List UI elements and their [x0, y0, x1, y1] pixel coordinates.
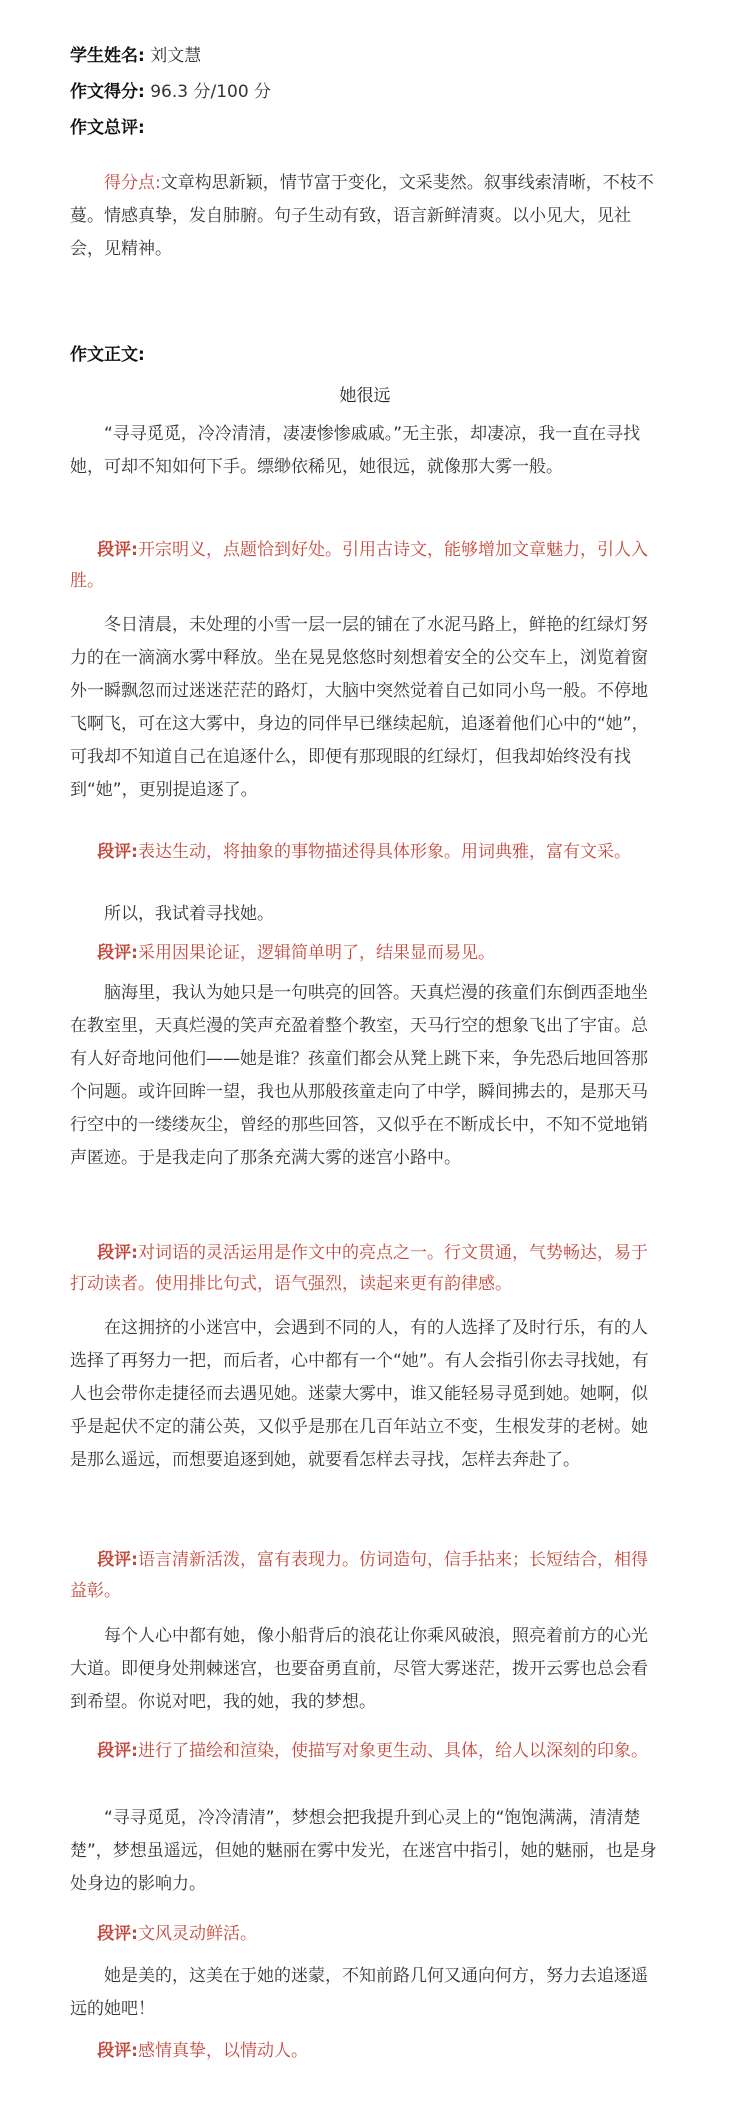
- paragraph-comment-4: [70, 1238, 660, 1300]
- essay-paragraph-1: “寻寻觅觅，冷冷清清，凄凄惨惨戚戚。”无主张，却凄凉，我一直在寻找她，可却不知如何下手。缥缈依稀见，她很远，就像那大雾一般。: [70, 424, 641, 477]
- comment-text: 开宗明义，点题恰到好处。引用古诗文，能够增加文章魅力，引人入胜。: [70, 540, 648, 591]
- comment-label: 段评:: [97, 1741, 138, 1761]
- essay-paragraph-2: 冬日清晨，未处理的小雪一层一层的铺在了水泥马路上，鲜艳的红绿灯努力的在一滴滴水雾中释放。坐在晃晃悠悠时刻想着安全的公交车上，浏览着窗外一瞬飘忽而过迷迷茫茫的路灯，大脑中突然觉着自己如同小鸟一般。不停地飞啊飞，可在这大雾中，身边的同伴早已继续起航，追逐着他们心中的“她”，可我却不知道自己在追逐什么，即便有那现眼的红绿灯，但我却始终没有找到“她”，更别提追逐了。: [70, 615, 649, 800]
- comment-text: 采用因果论证，逻辑简单明了，结果显而易见。: [138, 943, 495, 963]
- summary-text: 文章构思新颖，情节富于变化，文采斐然。叙事线索清晰，不枝不蔓。情感真挚，发自肺腑。句子生动有致，语言新鲜清爽。以小见大，见社会，见精神。: [70, 173, 654, 259]
- essay-title: 她很远: [339, 386, 391, 406]
- comment-text: 对词语的灵活运用是作文中的亮点之一。行文贯通，气势畅达，易于打动读者。使用排比句式，语气强烈，读起来更有韵律感。: [70, 1243, 648, 1294]
- comment-text: 文风灵动鲜活。: [138, 1924, 257, 1944]
- comment-label: 段评:: [97, 2041, 138, 2061]
- summary-label: 得分点:: [104, 173, 161, 193]
- essay-paragraph-7: “寻寻觅觅，冷冷清清”，梦想会把我提升到心灵上的“饱饱满满，清清楚楚”，梦想虽遥远，但她的魅丽在雾中发光，在迷宫中指引，她的魅丽，也是身处身边的影响力。: [70, 1808, 657, 1894]
- essay-paragraph-3: 所以，我试着寻找她。: [104, 904, 274, 924]
- paragraph-comment-5: [70, 1545, 660, 1607]
- essay-paragraph-6: 每个人心中都有她，像小船背后的浪花让你乘风破浪，照亮着前方的心光大道。即便身处荆棘迷宫，也要奋勇直前，尽管大雾迷茫，拨开云雾也总会看到希望。你说对吧，我的她，我的梦想。: [70, 1626, 648, 1712]
- paragraph-comment-8: [70, 2036, 660, 2067]
- score-row: [70, 80, 660, 104]
- paragraph-comment-2: [70, 837, 660, 868]
- comment-text: 表达生动，将抽象的事物描述得具体形象。用词典雅，富有文采。: [138, 842, 631, 862]
- essay-paragraph-4: 脑海里，我认为她只是一句哄亮的回答。天真烂漫的孩童们东倒西歪地坐在教室里，天真烂漫的笑声充盈着整个教室，天马行空的想象飞出了宇宙。总有人好奇地问他们——她是谁？孩童们都会从凳上跳下来，争先恐后地回答那个问题。或许回眸一望，我也从那般孩童走向了中学，瞬间拂去的，是那天马行空中的一缕缕灰尘，曾经的那些回答，又似乎在不断成长中，不知不觉地销声匿迹。于是我走向了那条充满大雾的迷宫小路中。: [70, 983, 648, 1168]
- comment-label: 段评:: [97, 842, 138, 862]
- score-label: 作文得分:: [70, 82, 145, 102]
- paragraph-comment-7: [70, 1919, 660, 1950]
- student-name-row: [70, 44, 660, 68]
- comment-text: 语言清新活泼，富有表现力。仿词造句，信手拈来；长短结合，相得益彰。: [70, 1550, 648, 1601]
- comment-label: 段评:: [97, 1924, 138, 1944]
- summary-comment: [70, 167, 660, 266]
- paragraph-comment-6: [70, 1736, 660, 1767]
- score-value: 96.3 分/100 分: [150, 82, 272, 102]
- comment-label: 段评:: [97, 1550, 138, 1570]
- paragraph-comment-3: [70, 938, 660, 969]
- comment-label: 段评:: [97, 943, 138, 963]
- student-name: 刘文慧: [150, 46, 202, 66]
- comment-text: 感情真挚，以情动人。: [138, 2041, 308, 2061]
- comment-text: 进行了描绘和渲染，使描写对象更生动、具体，给人以深刻的印象。: [138, 1741, 648, 1761]
- student-name-label: 学生姓名:: [70, 46, 145, 66]
- summary-heading: 作文总评:: [70, 118, 145, 138]
- essay-paragraph-8: 她是美的，这美在于她的迷蒙，不知前路几何又通向何方，努力去追逐遥远的她吧！: [70, 1966, 648, 2019]
- essay-paragraph-5: 在这拥挤的小迷宫中，会遇到不同的人，有的人选择了及时行乐，有的人选择了再努力一把，而后者，心中都有一个“她”。有人会指引你去寻找她，有人也会带你走捷径而去遇见她。迷蒙大雾中，谁又能轻易寻觅到她。她啊，似乎是起伏不定的蒲公英，又似乎是那在几百年站立不变，生根发芽的老树。她是那么遥远，而想要追逐到她，就要看怎样去寻找，怎样去奔赴了。: [70, 1318, 649, 1470]
- essay-heading: 作文正文:: [70, 345, 145, 365]
- comment-label: 段评:: [97, 540, 138, 560]
- comment-label: 段评:: [97, 1243, 138, 1263]
- paragraph-comment-1: [70, 535, 660, 597]
